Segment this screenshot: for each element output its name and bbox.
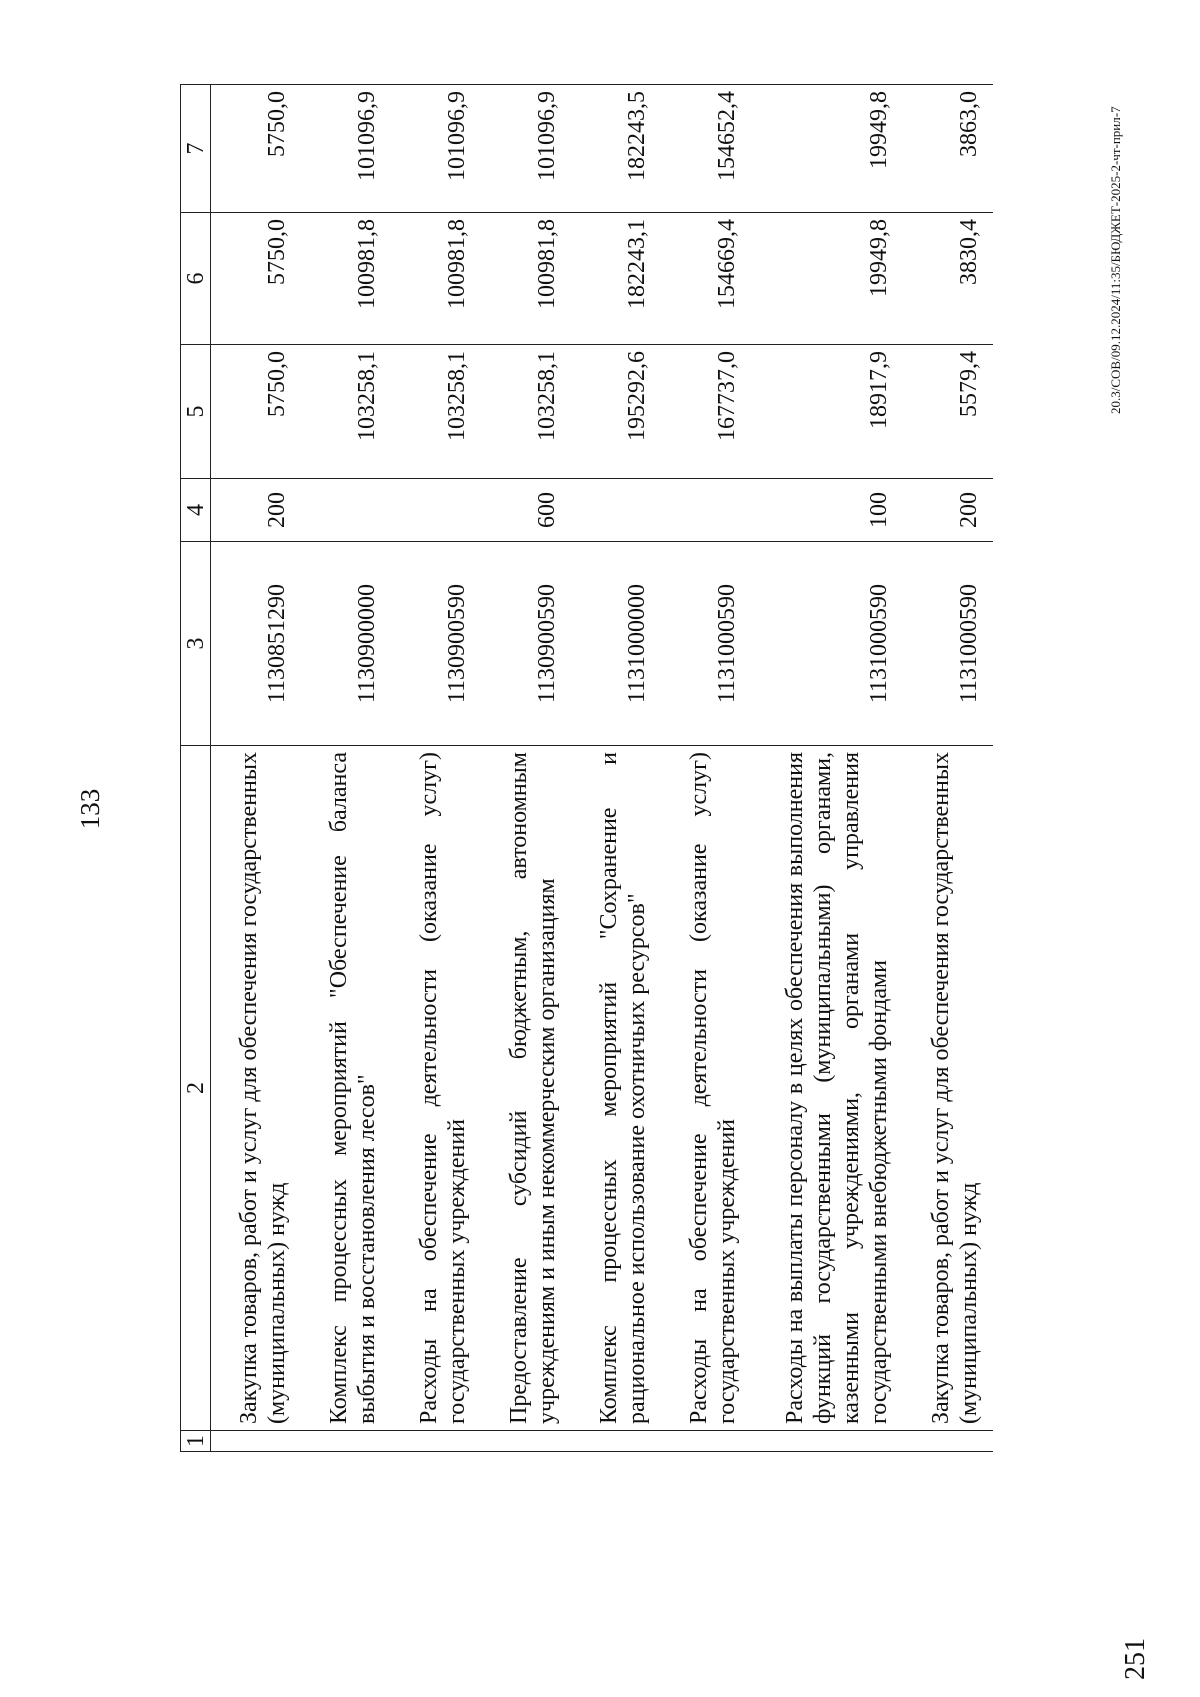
- target-code: 1130900590: [481, 542, 571, 746]
- amount-col-7: 101096,9: [481, 85, 571, 213]
- amount-col-7: 5750,0: [211, 85, 302, 213]
- amount-col-7: 182243,5: [571, 85, 661, 213]
- table-cell: [571, 1431, 661, 1452]
- amount-col-7: 19949,8: [751, 85, 903, 213]
- table-cell: [301, 1431, 391, 1452]
- table-cell: [903, 1431, 993, 1452]
- column-header: 4: [181, 479, 211, 542]
- page-number: 133: [75, 788, 105, 830]
- table-row: [661, 85, 751, 1452]
- expense-type-code: [301, 479, 391, 542]
- amount-col-6: 5750,0: [211, 213, 302, 345]
- row-description: Расходы на обеспечение деятельности (оказание услуг) государственных учреждений: [391, 746, 481, 1431]
- column-header: 6: [181, 213, 211, 345]
- amount-col-5: 5750,0: [211, 345, 302, 479]
- row-description: Комплекс процессных мероприятий "Обеспечение баланса выбытия и восстановления лесов": [301, 746, 391, 1431]
- column-header: 1: [181, 1431, 211, 1452]
- amount-col-7: 154652,4: [661, 85, 751, 213]
- expense-type-code: 200: [211, 479, 302, 542]
- budget-table: [180, 84, 993, 1452]
- row-description: Предоставление субсидий бюджетным, автономным учреждениям и иным некоммерческим организациям: [481, 746, 571, 1431]
- amount-col-6: 182243,1: [571, 213, 661, 345]
- amount-col-7: 3863,0: [903, 85, 993, 213]
- column-header: 2: [181, 746, 211, 1431]
- table-cell: [661, 1431, 751, 1452]
- table-header-row: [181, 85, 211, 1452]
- target-code: 1130900000: [301, 542, 391, 746]
- document-code: 20.3/СОВ/09.12.2024/11:35/БЮДЖЕТ-2025-2-чт-прил-7: [1108, 106, 1123, 414]
- amount-col-6: 100981,8: [301, 213, 391, 345]
- target-code: 1131000590: [903, 542, 993, 746]
- amount-col-6: 3830,4: [903, 213, 993, 345]
- target-code: 1131000590: [661, 542, 751, 746]
- table-row: [391, 85, 481, 1452]
- column-header: 5: [181, 345, 211, 479]
- amount-col-6: 100981,8: [391, 213, 481, 345]
- target-code: 1130851290: [211, 542, 302, 746]
- table-cell: [211, 1431, 302, 1452]
- amount-col-5: 5579,4: [903, 345, 993, 479]
- amount-col-5: 18917,9: [751, 345, 903, 479]
- expense-type-code: [571, 479, 661, 542]
- table-cell: [751, 1431, 903, 1452]
- target-code: 1131000000: [571, 542, 661, 746]
- table-row: [571, 85, 661, 1452]
- amount-col-7: 101096,9: [391, 85, 481, 213]
- target-code: 1130900590: [391, 542, 481, 746]
- amount-col-5: 103258,1: [391, 345, 481, 479]
- expense-type-code: 200: [903, 479, 993, 542]
- sheet-number: 251: [1120, 1638, 1151, 1680]
- amount-col-5: 167737,0: [661, 345, 751, 479]
- expense-type-code: [661, 479, 751, 542]
- expense-type-code: 100: [751, 479, 903, 542]
- row-description: Расходы на обеспечение деятельности (оказание услуг) государственных учреждений: [661, 746, 751, 1431]
- amount-col-6: 154669,4: [661, 213, 751, 345]
- row-description: Комплекс процессных мероприятий "Сохранение и рациональное использование охотничьих ресурсов": [571, 746, 661, 1431]
- amount-col-5: 195292,6: [571, 345, 661, 479]
- table-row: [751, 85, 903, 1452]
- amount-col-5: 103258,1: [481, 345, 571, 479]
- expense-type-code: [391, 479, 481, 542]
- table-cell: [481, 1431, 571, 1452]
- expense-type-code: 600: [481, 479, 571, 542]
- amount-col-6: 100981,8: [481, 213, 571, 345]
- table-cell: [391, 1431, 481, 1452]
- table-row: [301, 85, 391, 1452]
- row-description: Закупка товаров, работ и услуг для обеспечения государственных (муниципальных) нужд: [903, 746, 993, 1431]
- column-header: 7: [181, 85, 211, 213]
- table-row: [481, 85, 571, 1452]
- table-row: [211, 85, 302, 1452]
- table-row: [903, 85, 993, 1452]
- target-code: 1131000590: [751, 542, 903, 746]
- column-header: 3: [181, 542, 211, 746]
- amount-col-5: 103258,1: [301, 345, 391, 479]
- row-description: Расходы на выплаты персоналу в целях обеспечения выполнения функций государственными (муниципальными) органами, казенными учреждениями, органами управления государственными внебюджетными фондами: [751, 746, 903, 1431]
- amount-col-7: 101096,9: [301, 85, 391, 213]
- amount-col-6: 19949,8: [751, 213, 903, 345]
- row-description: Закупка товаров, работ и услуг для обеспечения государственных (муниципальных) нужд: [211, 746, 302, 1431]
